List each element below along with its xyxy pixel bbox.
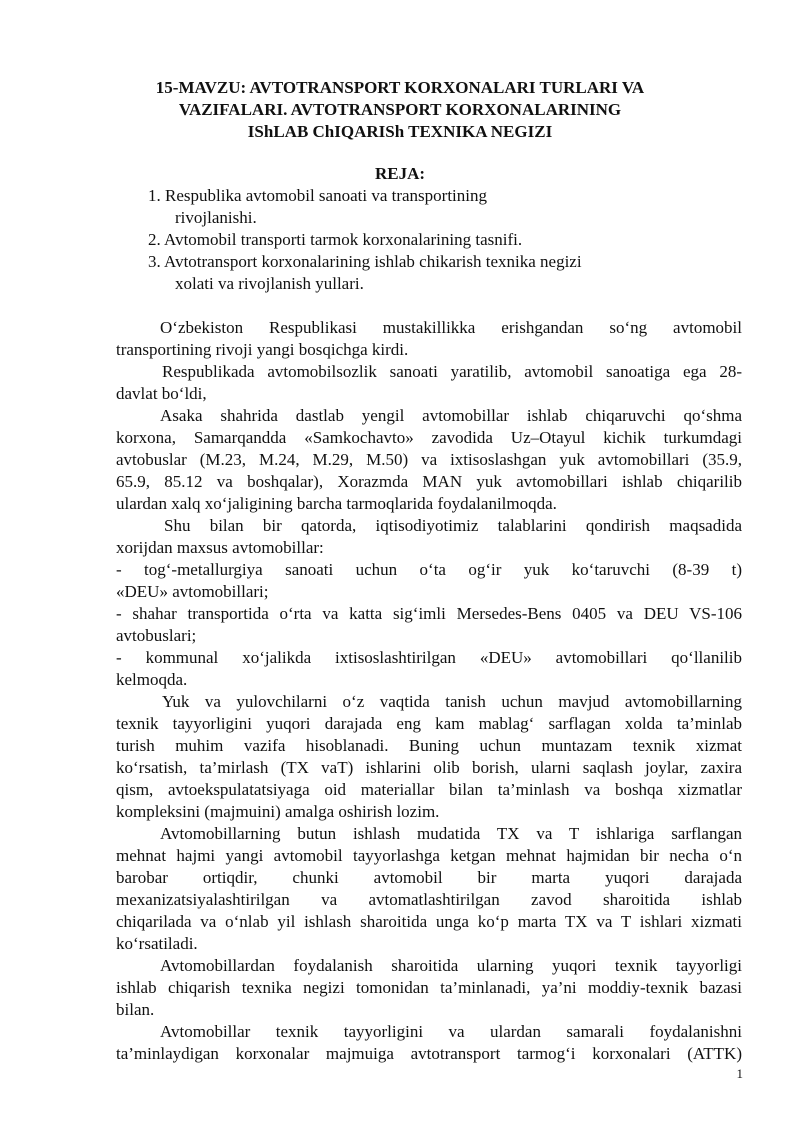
body-line: xorijdan maxsus avtomobillar: bbox=[116, 538, 324, 557]
body-line: turish muhim vazifa hisoblanadi. Buning uchun muntazam texnik xizmat bbox=[116, 736, 742, 755]
body-line: «DEU» avtomobillari; bbox=[116, 582, 269, 601]
body-line: kompleksini (majmuini) amalga oshirish lozim. bbox=[116, 802, 440, 821]
body-line: - tog‘-metallurgiya sanoati uchun o‘ta og‘ir yuk ko‘taruvchi (8-39 t) bbox=[116, 560, 742, 579]
body-line: korxona, Samarqandda «Samkochavto» zavodida Uz–Otayul kichik turkumdagi bbox=[116, 428, 742, 447]
title-line-1: 15-MAVZU: AVTOTRANSPORT KORXONALARI TURLARI VA bbox=[155, 78, 645, 97]
body-line: transportining rivoji yangi bosqichga kirdi. bbox=[116, 340, 409, 359]
plan-item-text: 1. Respublika avtomobil sanoati va transportining bbox=[148, 186, 488, 205]
body-line: Avtomobillardan foydalanish sharoitida ularning yuqori texnik tayyorligi bbox=[160, 956, 742, 975]
body-line: ulardan xalq xo‘jaligining barcha tarmoqlarida foydalanilmoqda. bbox=[116, 494, 557, 513]
body-line: Asaka shahrida dastlab yengil avtomobillar ishlab chiqaruvchi qo‘shma bbox=[160, 406, 742, 425]
body-line: ishlab chiqarish texnika negizi tomonidan ta’minlanadi, ya’ni moddiy-texnik bazasi bbox=[116, 978, 742, 997]
plan-item-continuation: rivojlanishi. bbox=[175, 208, 257, 227]
body-line: - kommunal xo‘jalikda ixtisoslashtirilgan «DEU» avtomobillari qo‘llanilib bbox=[116, 648, 742, 667]
plan-item-text: 3. Avtotransport korxonalarining ishlab chikarish texnika negizi bbox=[148, 252, 582, 271]
body-line: ko‘rsatiladi. bbox=[116, 934, 198, 953]
document-title bbox=[60, 77, 740, 143]
body-line: O‘zbekiston Respublikasi mustakillikka erishgandan so‘ng avtomobil bbox=[160, 318, 742, 337]
plan-item bbox=[148, 229, 708, 251]
body-line: ta’minlaydigan korxonalar majmuiga avtotransport tarmog‘i korxonalari (ATTK) bbox=[116, 1044, 742, 1063]
body-text bbox=[116, 317, 742, 1065]
body-line: avtobuslari; bbox=[116, 626, 197, 645]
body-line: barobar ortiqdir, chunki avtomobil bir marta yuqori darajada bbox=[116, 868, 742, 887]
body-line: Avtomobillarning butun ishlash mudatida TX va T ishlariga sarflangan bbox=[160, 824, 742, 843]
page-number: 1 bbox=[736, 1066, 743, 1081]
body-line: 65.9, 85.12 va boshqalar), Xorazmda MAN yuk avtomobillari ishlab chiqarilib bbox=[116, 472, 742, 491]
body-line: - shahar transportida o‘rta va katta sig‘imli Mersedes-Bens 0405 va DEU VS-106 bbox=[116, 604, 742, 623]
body-line: chiqarilada va o‘nlab yil ishlash sharoitida unga ko‘p marta TX va T ishlari xizmati bbox=[116, 912, 742, 931]
plan-item bbox=[148, 251, 708, 295]
plan-item-continuation: xolati va rivojlanish yullari. bbox=[175, 274, 364, 293]
plan-item-text: 2. Avtomobil transporti tarmok korxonalarining tasnifi. bbox=[148, 230, 523, 249]
body-line: bilan. bbox=[116, 1000, 155, 1019]
title-line-2: VAZIFALARI. AVTOTRANSPORT KORXONALARINING bbox=[178, 100, 622, 119]
body-line: avtobuslar (M.23, M.24, M.29, M.50) va ixtisoslashgan yuk avtomobillari (35.9, bbox=[116, 450, 742, 469]
plan-item bbox=[148, 185, 708, 229]
plan-heading: REJA: bbox=[374, 164, 426, 183]
body-line: texnik tayyorligini yuqori darajada eng kam mablag‘ sarflagan xolda ta’minlab bbox=[116, 714, 742, 733]
body-line: mexanizatsiyalashtirilgan va avtomatlashtirilgan zavod sharoitida ishlab bbox=[116, 890, 742, 909]
body-line: davlat bo‘ldi, bbox=[116, 384, 207, 403]
body-line: qism, avtoekspulatatsiyaga oid materiallar bilan ta’minlash va boshqa xizmatlar bbox=[116, 780, 742, 799]
title-line-3: IShLAB ChIQARISh TEXNIKA NEGIZI bbox=[247, 122, 553, 141]
body-line: Respublikada avtomobilsozlik sanoati yaratilib, avtomobil sanoatiga ega 28- bbox=[162, 362, 742, 381]
plan-list bbox=[148, 185, 708, 295]
body-line: Shu bilan bir qatorda, iqtisodiyotimiz talablarini qondirish maqsadida bbox=[164, 516, 742, 535]
body-line: kelmoqda. bbox=[116, 670, 188, 689]
body-line: mehnat hajmi yangi avtomobil tayyorlashga ketgan mehnat hajmidan bir necha o‘n bbox=[116, 846, 742, 865]
body-line: Yuk va yulovchilarni o‘z vaqtida tanish uchun mavjud avtomobillarning bbox=[162, 692, 742, 711]
body-line: Avtomobillar texnik tayyorligini va ulardan samarali foydalanishni bbox=[160, 1022, 742, 1041]
body-line: ko‘rsatish, ta’mirlash (TX vaT) ishlarini olib borish, ularni saqlash joylar, zaxira bbox=[116, 758, 742, 777]
